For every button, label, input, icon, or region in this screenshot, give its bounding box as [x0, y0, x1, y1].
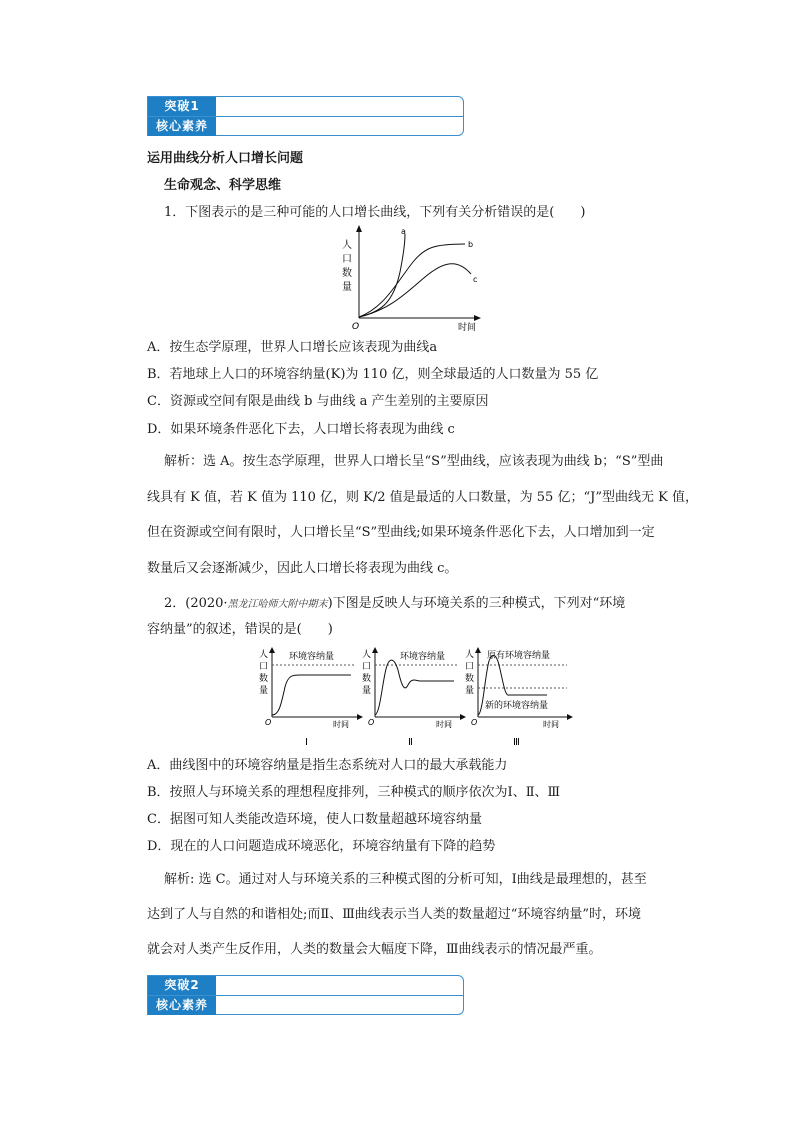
- q2-analysis-line: 就会对人类产生反作用，人类的数量会大幅度下降，Ⅲ曲线表示的情况最严重。: [147, 942, 602, 957]
- y-label-char: 人: [465, 650, 475, 660]
- q1-option-d: D．如果环境条件恶化下去，人口增长将表现为曲线 c: [147, 422, 455, 437]
- y-label-char: 量: [342, 282, 352, 293]
- q2-option-c: C．据图可知人类能改造环境，使人口数量超越环境容纳量: [147, 812, 482, 827]
- header-tag-breakthrough: 突破2: [148, 976, 216, 995]
- q1-option-a: A．按生态学原理，世界人口增长应该表现为曲线a: [147, 340, 438, 355]
- q1-figure: [335, 222, 495, 334]
- q2-analysis-line: 达到了人与自然的和谐相处;而Ⅱ、Ⅲ曲线表示当人类的数量超过“环境容纳量”时，环境: [147, 907, 642, 922]
- y-label-char: 口: [259, 662, 269, 672]
- q1-analysis-line: 解析：选 A。按生态学原理，世界人口增长呈“S”型曲线，应该表现为曲线 b；“S”型曲: [164, 454, 664, 469]
- curve-a-label: a: [401, 227, 406, 236]
- y-label-char: 量: [259, 686, 269, 696]
- curve-c-label: c: [473, 275, 478, 284]
- section-title: 运用曲线分析人口增长问题: [147, 151, 304, 166]
- figure-numeral: Ⅲ: [513, 737, 520, 748]
- q2-stem: 2．(2020·黑龙江哈师大附中期末)下图是反映人与环境关系的三种模式，下列对“环境: [164, 596, 626, 611]
- curve-a: [359, 234, 405, 317]
- q2-analysis-line: 解析: 选 C。通过对人与环境关系的三种模式图的分析可知，Ⅰ曲线是最理想的，甚至: [164, 872, 647, 887]
- curve-c: [359, 264, 471, 317]
- figure-numeral: Ⅱ: [408, 737, 413, 748]
- origin-label: O: [265, 718, 272, 727]
- header-tag-core: 核心素养: [148, 996, 216, 1015]
- q2-figure-1: [255, 645, 365, 750]
- x-axis-label: 时间: [333, 720, 349, 729]
- q1-analysis-line: 线具有 K 值，若 K 值为 110 亿，则 K/2 值是最适的人口数量，为 55 亿；“J”型曲线无 K 值，: [147, 490, 698, 505]
- q1-y-axis-label: [342, 238, 352, 293]
- q2-stem-line2: 容纳量”的叙述，错误的是( ): [147, 622, 333, 637]
- q1-option-b: B．若地球上人口的环境容纳量(K)为 110 亿，则全球最适的人口数量为 55 亿: [147, 367, 599, 382]
- q2-figure-3: [461, 645, 576, 750]
- y-label-char: 口: [342, 254, 352, 265]
- y-label-char: 量: [362, 686, 372, 696]
- q2-option-d: D．现在的人口问题造成环境恶化，环境容纳量有下降的趋势: [147, 839, 496, 854]
- q2-option-a: A．曲线图中的环境容纳量是指生态系统对人口的最大承载能力: [147, 758, 508, 773]
- q1-analysis-line: 数量后又会逐渐减少，因此人口增长将表现为曲线 c。: [147, 561, 458, 576]
- x-axis-arrow: [567, 714, 573, 720]
- y-label-char: 数: [259, 674, 269, 684]
- y-label-char: 数: [342, 268, 352, 279]
- y-axis-arrow: [372, 647, 378, 653]
- origin-label: O: [352, 322, 360, 332]
- header-tag-core: 核心素养: [148, 117, 216, 136]
- y-label-char: 人: [259, 650, 269, 660]
- x-axis-arrow: [474, 315, 481, 321]
- competency-label: 生命观念、科学思维: [164, 178, 282, 193]
- origin-label: O: [368, 718, 375, 727]
- header-tag-breakthrough: 突破1: [148, 97, 216, 116]
- x-axis-label: 时间: [436, 720, 452, 729]
- y-label-char: 量: [465, 686, 475, 696]
- y-label-char: 数: [362, 674, 372, 684]
- q2-figure-2: [358, 645, 468, 750]
- y-label-char: 人: [342, 240, 352, 251]
- y-axis-arrow: [475, 647, 481, 653]
- q1-analysis-line: 但在资源或空间有限时，人口增长呈“S”型曲线;如果环境条件恶化下去，人口增加到一定: [147, 525, 655, 540]
- y-label-char: 口: [465, 662, 475, 672]
- section-header-2: [147, 975, 464, 1015]
- y-label-char: 人: [362, 650, 372, 660]
- y-axis-arrow: [269, 647, 275, 653]
- population-curve: [272, 675, 351, 715]
- carrying-capacity-label: 环境容纳量: [400, 652, 446, 662]
- y-label-char: 口: [362, 662, 372, 672]
- figure-numeral: Ⅰ: [305, 737, 308, 748]
- original-capacity-label: 原有环境容纳量: [487, 651, 551, 661]
- curve-b-label: b: [468, 240, 474, 249]
- carrying-capacity-label: 环境容纳量: [289, 652, 335, 662]
- section-header-1: [147, 96, 464, 136]
- q1-option-c: C．资源或空间有限是曲线 b 与曲线 a 产生差别的主要原因: [147, 394, 489, 409]
- y-label-char: 数: [465, 674, 475, 684]
- x-axis-label: 时间: [458, 323, 477, 333]
- q2-option-b: B．按照人与环境关系的理想程度排列，三种模式的顺序依次为Ⅰ、Ⅱ、Ⅲ: [147, 785, 561, 800]
- q2-source: 黑龙江哈师大附中期末: [227, 599, 328, 610]
- origin-label: O: [471, 718, 478, 727]
- x-axis-label: 时间: [543, 720, 559, 729]
- population-curve: [375, 660, 454, 715]
- q1-stem: 1．下图表示的是三种可能的人口增长曲线，下列有关分析错误的是( ): [164, 205, 586, 220]
- y-axis-arrow: [356, 225, 362, 232]
- curve-b: [359, 244, 465, 317]
- new-capacity-label: 新的环境容纳量: [485, 701, 549, 711]
